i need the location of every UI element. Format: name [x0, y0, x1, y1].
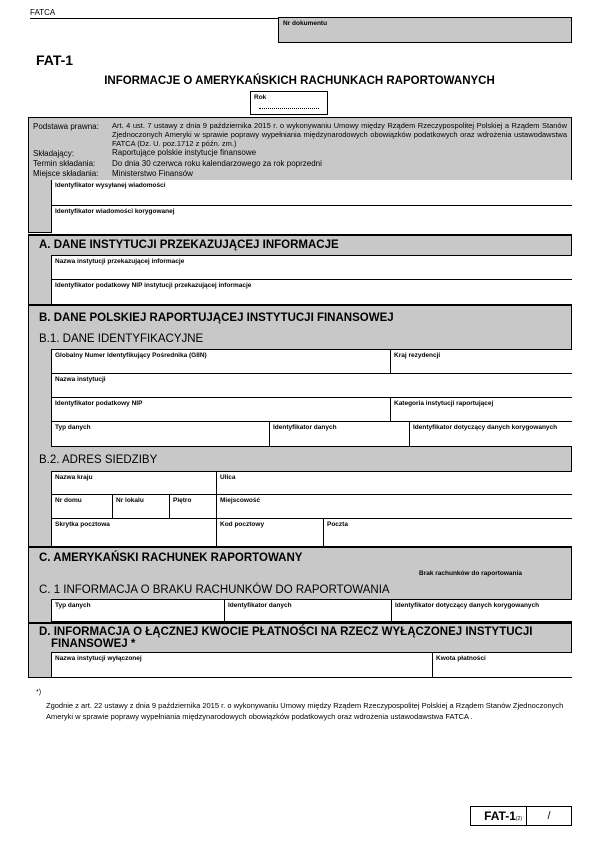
postcode-label: Kod pocztowy — [220, 521, 265, 528]
section-c1-title: C. 1 INFORMACJA O BRAKU RACHUNKÓW DO RAPORTOWANIA — [39, 584, 390, 596]
form-code: FAT-1 — [36, 52, 74, 68]
section-b1-title: B.1. DANE IDENTYFIKACYJNE — [39, 333, 204, 345]
footer-form-code: FAT-1 — [484, 809, 516, 823]
doc-number-box[interactable] — [278, 17, 572, 43]
b1-data-id-field[interactable] — [269, 422, 409, 447]
institution-nip-label: Identyfikator podatkowy NIP — [55, 400, 143, 407]
form-name: FATCA — [30, 8, 56, 17]
street-label: Ulica — [220, 474, 236, 481]
country-name-label: Nazwa kraju — [55, 474, 93, 481]
c1-corrected-data-id-field[interactable] — [391, 599, 572, 622]
year-input-line — [259, 108, 319, 109]
c1-corrected-data-id-label: Identyfikator dotyczący danych korygowanych — [395, 602, 540, 609]
doc-number-label: Nr dokumentu — [283, 20, 328, 27]
c1-data-type-label: Typ danych — [55, 602, 91, 609]
flat-number-label: Nr lokalu — [116, 497, 144, 504]
post-office-field[interactable] — [323, 519, 572, 546]
c1-data-id-label: Identyfikator danych — [228, 602, 292, 609]
transmitter-name-field[interactable] — [51, 255, 572, 280]
section-d-title-line2: FINANSOWEJ * — [51, 638, 136, 650]
section-a-title: A. DANE INSTYTUCJI PRZEKAZUJĄCEJ INFORMACJE — [39, 239, 339, 251]
floor-label: Piętro — [173, 497, 192, 504]
page-title: INFORMACJE O AMERYKAŃSKICH RACHUNKACH RAPORTOWANYCH — [104, 75, 495, 87]
institution-category-label: Kategoria instytucji raportującej — [394, 400, 494, 407]
excluded-institution-name-field[interactable] — [51, 652, 432, 677]
section-d-title-line1: D. INFORMACJA O ŁĄCZNEJ KWOCIE PŁATNOŚCI NA RZECZ WYŁĄCZONEJ INSTYTUCJI — [39, 626, 533, 638]
section-d — [28, 624, 572, 678]
house-number-label: Nr domu — [55, 497, 82, 504]
country-of-residence-field[interactable] — [390, 349, 572, 374]
footnote-text: Zgodnie z art. 22 ustawy z dnia 9 października 2015 r. o wykonywaniu Umowy między Rządem Rzeczypospolitej Polskiej a Rządem Stanów Zjednoczonych Ameryki w sprawie poprawy wypełniania międzynarodowych obowiązków podatkowych oraz wdrożenia ustawodawstwa FATCA . — [46, 701, 564, 721]
transmitter-name-label: Nazwa instytucji przekazującej informacje — [55, 258, 185, 265]
section-b2-title: B.2. ADRES SIEDZIBY — [39, 454, 158, 466]
country-of-residence-label: Kraj rezydencji — [394, 352, 441, 359]
basis-text: Art. 4 ust. 7 ustawy z dnia 9 października 2015 r. o wykonywaniu Umowy między Rządem Rzeczypospolitej Polskiej a Rządem Stanów Zjednoczonych Ameryki w sprawie poprawy wypełniania międzynarodowych obowiązków podatkowych oraz wdrożenia ustawodawstwa FATCA (Dz. U. poz.1712 z późn. zm.) — [112, 121, 567, 149]
house-number-field[interactable] — [51, 495, 112, 519]
transmitter-nip-label: Identyfikator podatkowy NIP instytucji przekazującej informacje — [55, 282, 252, 289]
info-block — [28, 117, 572, 233]
post-office-label: Poczta — [327, 521, 348, 528]
institution-nip-field[interactable] — [51, 398, 390, 422]
section-c — [28, 548, 572, 622]
header-rule — [30, 18, 278, 19]
b1-corrected-data-id-label: Identyfikator dotyczący danych korygowanych — [413, 424, 558, 431]
institution-category-field[interactable] — [390, 398, 572, 422]
c1-data-type-field[interactable] — [51, 599, 224, 622]
filer-label: Składający: — [33, 149, 74, 158]
section-c-title: C. AMERYKAŃSKI RACHUNEK RAPORTOWANY — [39, 552, 303, 564]
payment-amount-field[interactable] — [432, 652, 572, 677]
place-label: Miejsce składania: — [33, 169, 99, 178]
giin-field[interactable] — [51, 349, 390, 374]
year-field[interactable] — [250, 91, 328, 115]
giin-label: Globalny Numer Identyfikujący Pośrednika (GIIN) — [55, 352, 207, 359]
sent-message-id-label: Identyfikator wysyłanej wiadomości — [55, 182, 166, 189]
b1-corrected-data-id-field[interactable] — [409, 422, 572, 447]
footer-version: (2) — [515, 816, 522, 822]
section-b — [28, 306, 572, 546]
country-name-field[interactable] — [51, 471, 216, 495]
sent-message-id-field[interactable] — [51, 180, 572, 206]
filer-text: Raportujące polskie instytucje finansowe — [112, 148, 257, 157]
street-field[interactable] — [216, 471, 572, 495]
corrected-message-id-field[interactable] — [51, 206, 572, 233]
section-a — [28, 236, 572, 304]
no-accounts-label: Brak rachunków do raportowania — [419, 570, 522, 577]
section-b-title: B. DANE POLSKIEJ RAPORTUJĄCEJ INSTYTUCJI FINANSOWEJ — [39, 312, 394, 324]
po-box-label: Skrytka pocztowa — [55, 521, 110, 528]
b1-data-type-field[interactable] — [51, 422, 269, 447]
excluded-institution-name-label: Nazwa instytucji wyłączonej — [55, 655, 142, 662]
transmitter-nip-field[interactable] — [51, 280, 572, 304]
b1-data-type-label: Typ danych — [55, 424, 91, 431]
footer-box — [470, 806, 572, 826]
deadline-label: Termin składania: — [33, 159, 96, 168]
corrected-message-id-label: Identyfikator wiadomości korygowanej — [55, 208, 175, 215]
city-label: Miejscowość — [220, 497, 261, 504]
year-label: Rok — [254, 94, 267, 101]
postcode-field[interactable] — [216, 519, 323, 546]
b1-data-id-label: Identyfikator danych — [273, 424, 337, 431]
place-text: Ministerstwo Finansów — [112, 169, 193, 178]
footnote-marker: *) — [36, 689, 42, 696]
c1-data-id-field[interactable] — [224, 599, 391, 622]
footer-code-cell — [471, 807, 527, 825]
basis-label: Podstawa prawna: — [33, 122, 99, 131]
floor-field[interactable] — [169, 495, 216, 519]
deadline-text: Do dnia 30 czerwca roku kalendarzowego za rok poprzedni — [112, 159, 322, 168]
payment-amount-label: Kwota płatności — [436, 655, 486, 662]
institution-name-field[interactable] — [51, 374, 572, 398]
city-field[interactable] — [216, 495, 572, 519]
flat-number-field[interactable] — [112, 495, 169, 519]
footer-page-number: / — [547, 810, 551, 822]
institution-name-label: Nazwa instytucji — [55, 376, 106, 383]
po-box-field[interactable] — [51, 519, 216, 546]
